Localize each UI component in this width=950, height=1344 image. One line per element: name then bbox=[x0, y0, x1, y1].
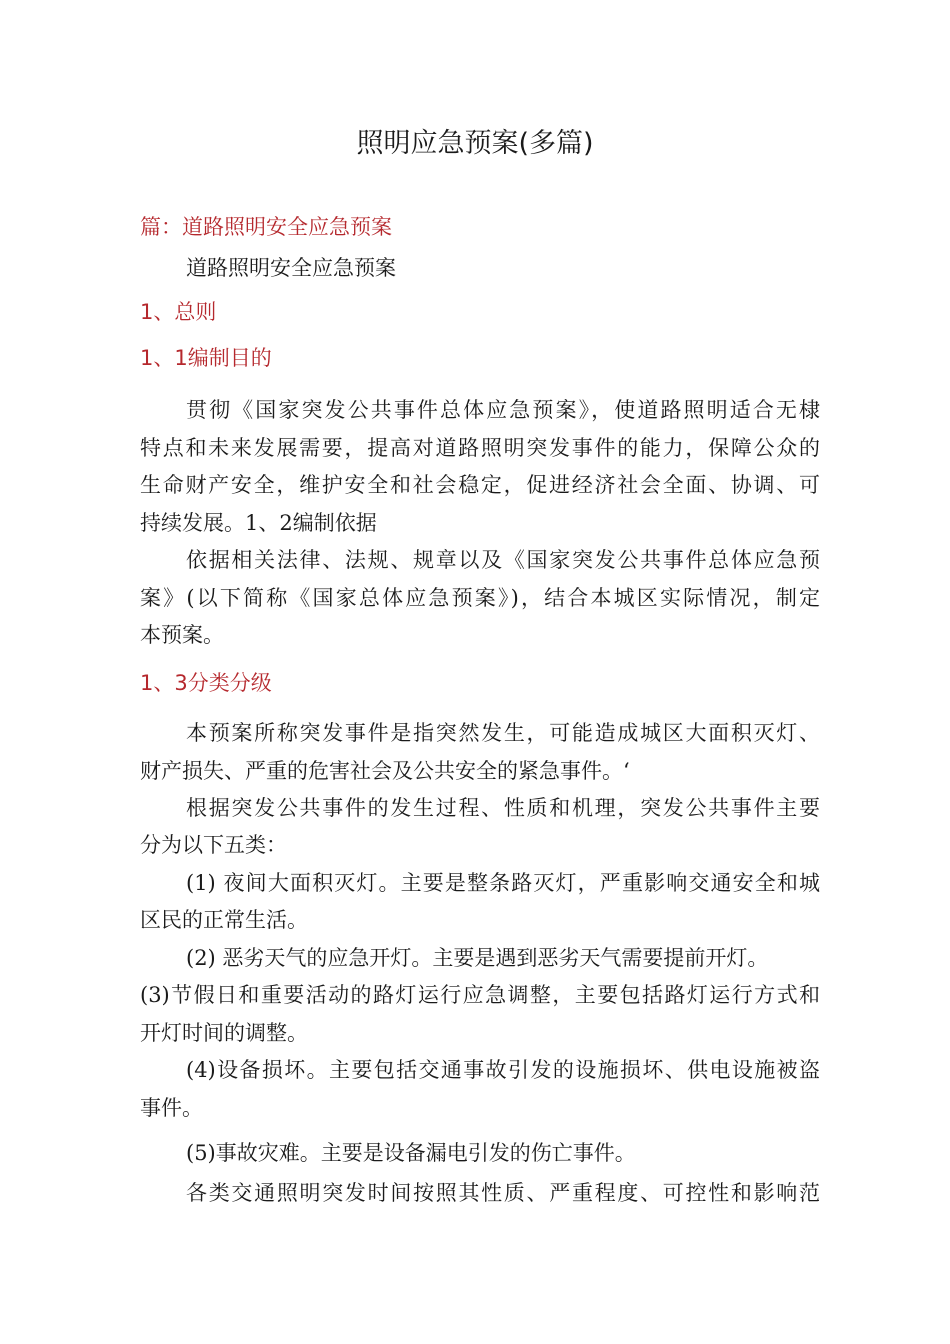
heading-purpose: 1、1编制目的 bbox=[140, 346, 272, 370]
list-item: 区民的正常生活。 bbox=[140, 908, 308, 932]
paragraph-line: 财产损失、严重的危害社会及公共安全的紧急事件。‘ bbox=[140, 759, 630, 783]
list-item: 事件。 bbox=[140, 1096, 203, 1120]
paragraph-line: 本预案所称突发事件是指突然发生，可能造成城区大面积灭灯、 bbox=[186, 721, 820, 745]
paragraph-line: 持续发展。1、2编制依据 bbox=[140, 511, 377, 535]
paragraph-line: 案》(以下简称《国家总体应急预案》)，结合本城区实际情况，制定 bbox=[140, 586, 820, 610]
paragraph-line: 依据相关法律、法规、规章以及《国家突发公共事件总体应急预 bbox=[186, 548, 820, 572]
document-subtitle: 道路照明安全应急预案 bbox=[186, 256, 396, 280]
paragraph-line: 贯彻《国家突发公共事件总体应急预案》，使道路照明适合无棣 bbox=[186, 398, 820, 422]
list-item: (4)设备损坏。主要包括交通事故引发的设施损坏、供电设施被盗 bbox=[186, 1058, 820, 1082]
heading-classification: 1、3分类分级 bbox=[140, 671, 272, 695]
list-item: (5)事故灾难。主要是设备漏电引发的伤亡事件。 bbox=[186, 1141, 636, 1165]
paragraph-line: 分为以下五类： bbox=[140, 833, 287, 857]
section-heading: 篇：道路照明安全应急预案 bbox=[140, 215, 392, 239]
paragraph-line: 生命财产安全，维护安全和社会稳定，促进经济社会全面、协调、可 bbox=[140, 473, 820, 497]
list-item: 开灯时间的调整。 bbox=[140, 1021, 308, 1045]
paragraph-line: 本预案。 bbox=[140, 623, 224, 647]
list-item: (1) 夜间大面积灭灯。主要是整条路灭灯，严重影响交通安全和城 bbox=[186, 871, 820, 895]
paragraph-line: 根据突发公共事件的发生过程、性质和机理，突发公共事件主要 bbox=[186, 796, 820, 820]
heading-general: 1、总则 bbox=[140, 300, 217, 324]
document-title: 照明应急预案(多篇) bbox=[356, 128, 594, 159]
paragraph-line: 各类交通照明突发时间按照其性质、严重程度、可控性和影响范 bbox=[186, 1181, 820, 1205]
list-item: (2) 恶劣天气的应急开灯。主要是遇到恶劣天气需要提前开灯。 bbox=[186, 946, 769, 970]
list-item: (3)节假日和重要活动的路灯运行应急调整，主要包括路灯运行方式和 bbox=[140, 983, 820, 1007]
paragraph-line: 特点和未来发展需要，提高对道路照明突发事件的能力，保障公众的 bbox=[140, 436, 820, 460]
